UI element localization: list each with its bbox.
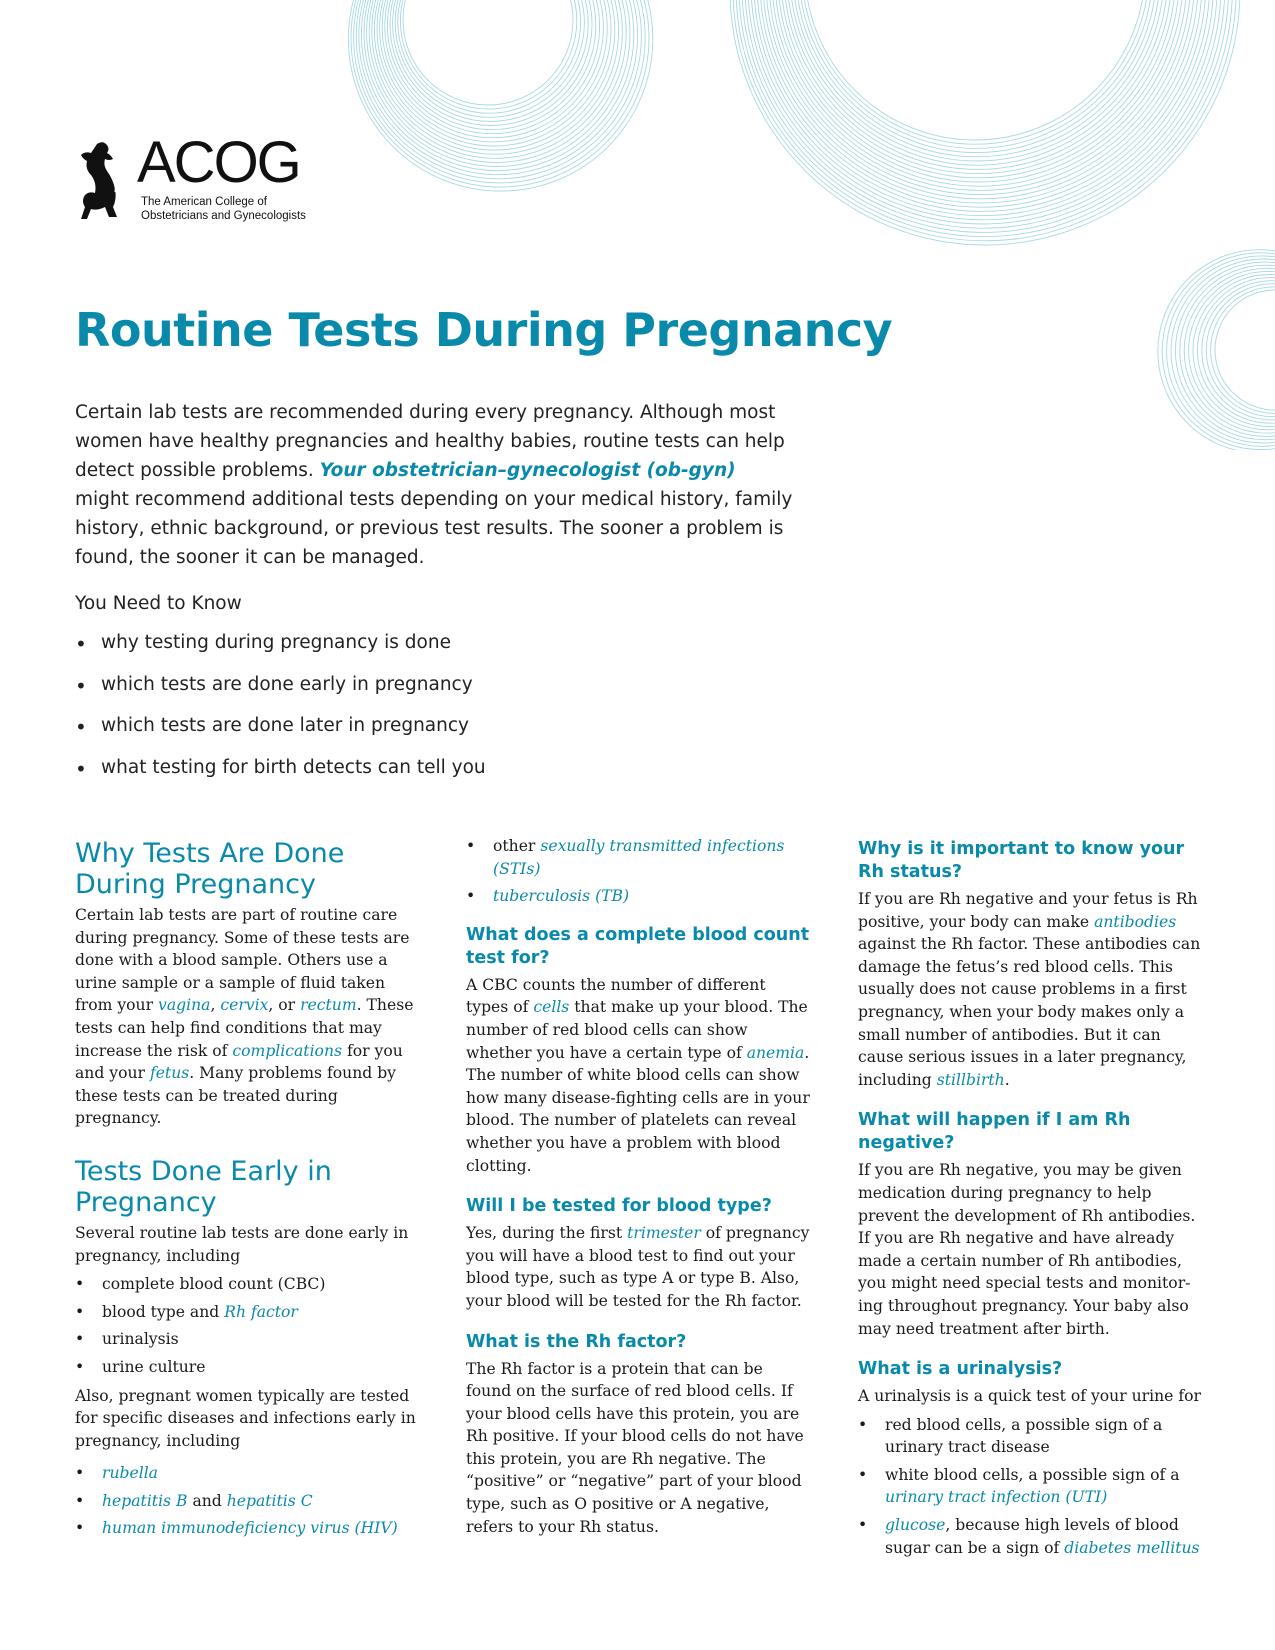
text: Certain lab tests are part of routine care during pregnancy. Some of these tests are done with a blood sample. Others use a urine sample or a sample of fluid taken from your — [75, 906, 410, 1015]
decorative-arc — [790, 0, 1164, 161]
decorative-arc — [754, 0, 1210, 211]
why-tests-paragraph — [75, 904, 420, 1130]
text: , because high levels of blood sugar can be a sign of — [885, 1516, 1179, 1557]
decorative-arc — [356, 0, 641, 179]
decorative-arc — [403, 0, 573, 105]
glossary-link-rh-factor[interactable]: Rh factor — [224, 1302, 298, 1321]
decorative-arc — [1215, 290, 1275, 410]
list-item — [75, 1490, 420, 1513]
why-tests-heading — [75, 838, 420, 900]
list-item: • red blood cells, a possible sign of a urinary tract disease — [858, 1414, 1203, 1459]
intro-text-after: might recommend additional tests depending on your medical history, family history, ethnic background, or previous test results. The sooner a problem is found, the sooner it can be managed. — [75, 489, 793, 568]
decorative-arc — [1184, 268, 1275, 433]
text: . The number of white blood cells can show how many disease-fighting cells are in your blood. The number of platelets can reveal whether you have a problem with blood clotting. — [466, 1043, 810, 1175]
column-1 — [75, 838, 420, 1546]
early-tests-heading — [75, 1156, 420, 1218]
list-item — [466, 885, 811, 908]
text: other — [493, 837, 541, 855]
decorative-arc — [369, 0, 622, 158]
decorative-arc — [781, 0, 1175, 174]
decorative-arc — [367, 0, 627, 162]
decorative-arc — [778, 0, 1179, 178]
page-title: Routine Tests During Pregnancy — [75, 303, 893, 357]
decorative-arc — [1162, 253, 1275, 450]
decorative-arc — [1202, 281, 1275, 420]
rh-negative-heading: What will happen if I am Rh negative? — [858, 1110, 1131, 1154]
list-item: • urinalysis — [75, 1328, 420, 1351]
decorative-arc — [1206, 284, 1275, 417]
glossary-link-glucose[interactable]: glucose — [885, 1516, 946, 1535]
text: , — [210, 996, 221, 1015]
decorative-arc — [742, 0, 1225, 228]
decorative-arc — [775, 0, 1183, 182]
decorative-arc — [393, 0, 589, 121]
text: blood type and — [102, 1302, 225, 1321]
decorative-arc — [385, 0, 600, 134]
decorative-arc — [760, 0, 1202, 203]
decorative-arc — [769, 0, 1191, 190]
need-to-know-label: You Need to Know — [75, 593, 242, 614]
decorative-arc — [380, 0, 608, 142]
heading-line: During Pregnancy — [75, 869, 316, 900]
decorative-arc — [793, 0, 1160, 157]
glossary-link-hiv[interactable]: human immunodeficiency virus (HIV) — [102, 1519, 398, 1538]
text: Yes, during the first — [466, 1224, 628, 1243]
decorative-arc — [354, 0, 646, 183]
decorative-arc — [1189, 271, 1275, 429]
text: A CBC counts the number of different types of — [466, 975, 766, 1017]
list-item — [466, 835, 811, 880]
heading-line: Pregnancy — [75, 1186, 217, 1218]
list-item: • what testing for birth detects can tell you — [75, 757, 486, 799]
text: of pregnancy you will have a blood test to find out your blood type, such as type A or type B. Also, your blood will be tested for the Rh factor. — [466, 1224, 810, 1310]
list-item — [75, 1517, 420, 1540]
decorative-arc — [372, 0, 619, 154]
text: for you and your — [75, 1041, 403, 1083]
glossary-link-fetus[interactable]: fetus — [149, 1064, 190, 1083]
list-item — [75, 1301, 420, 1324]
list-item: • urine culture — [75, 1356, 420, 1379]
decorative-arc — [1158, 250, 1275, 450]
text: . These tests can help find conditions that may increase the risk of — [75, 996, 414, 1060]
blood-type-heading: Will I be tested for blood type? — [466, 1196, 772, 1217]
decorative-arc — [1211, 287, 1275, 413]
decorative-arc — [736, 0, 1232, 237]
glossary-link-stis[interactable]: sexually transmitted infections (STIs) — [493, 837, 785, 878]
ob-gyn-link[interactable]: Your obstetrician–gynecologist (ob-gyn) — [319, 460, 736, 481]
decorative-arc — [364, 0, 630, 167]
list-item: • why testing during pregnancy is done — [75, 632, 486, 674]
glossary-link-hepatitis-c[interactable]: hepatitis C — [226, 1491, 313, 1510]
text: . Many problems found by these tests can be treated during pregnancy. — [75, 1064, 396, 1128]
logo-subtitle-line2: Obstetricians and Gynecologists — [141, 210, 306, 222]
glossary-link-cervix[interactable]: cervix — [220, 996, 269, 1015]
routine-tests-list — [75, 1273, 420, 1378]
glossary-link-complications[interactable]: complications — [232, 1041, 342, 1060]
list-item: • which tests are done early in pregnancy — [75, 674, 486, 716]
decorative-arc — [745, 0, 1221, 224]
rh-status-paragraph — [858, 888, 1203, 1091]
decorative-arc — [772, 0, 1187, 186]
blood-type-paragraph — [466, 1222, 811, 1312]
rh-factor-heading: What is the Rh factor? — [466, 1331, 687, 1352]
logo-wordmark: ACOG — [137, 130, 300, 195]
text: . — [1004, 1070, 1010, 1089]
decorative-arc — [784, 0, 1172, 169]
decorative-arc — [387, 0, 595, 130]
decorative-arc — [390, 0, 592, 126]
decorative-arc — [1197, 278, 1275, 424]
urinalysis-heading: What is a urinalysis? — [858, 1359, 1063, 1380]
disease-tests-list — [75, 1462, 420, 1540]
glossary-link-stillbirth[interactable]: stillbirth — [936, 1070, 1005, 1089]
decorative-arc — [348, 0, 652, 191]
glossary-link-anemia[interactable]: anemia — [746, 1043, 805, 1062]
decorative-arc — [730, 0, 1240, 245]
text: , or — [268, 996, 301, 1015]
glossary-link-diabetes-mellitus[interactable]: diabetes mellitus — [1064, 1538, 1200, 1557]
rh-factor-paragraph: The Rh factor is a protein that can be found on the surface of red blood cells. If your blood cells have this protein, you are Rh positive. If your blood cells do not have this protein, you are Rh negative. The “positive” or “negative” part of your blood type, such as O positive or A negative, refers to your Rh status. — [466, 1359, 804, 1536]
decorative-arc — [1180, 265, 1275, 436]
urinalysis-list — [858, 1414, 1203, 1560]
column-2 — [466, 835, 811, 1538]
decorative-arc — [374, 0, 614, 150]
rh-negative-paragraph: If you are Rh negative, you may be given medication during pregnancy to help prevent the development of Rh antibodies. If you are Rh negative and have already made a certain number of Rh antibodies, you might need special tests and monitoring throughout pregnancy. Your baby also may need treatment after birth. — [858, 1161, 1196, 1338]
urinalysis-intro: A urinalysis is a quick test of your urine for — [858, 1387, 1201, 1406]
decorative-arc — [1167, 256, 1275, 446]
decorative-arc — [377, 0, 611, 146]
list-item — [858, 1514, 1203, 1559]
decorative-arc — [382, 0, 603, 138]
decorative-arc — [751, 0, 1213, 216]
column-3 — [858, 838, 1203, 1565]
decorative-arc — [1175, 262, 1275, 440]
glossary-link-rectum[interactable]: rectum — [300, 996, 357, 1015]
glossary-link-trimester[interactable]: trimester — [627, 1224, 701, 1243]
glossary-link-uti[interactable]: urinary tract infection (UTI) — [885, 1488, 1108, 1507]
cbc-paragraph — [466, 974, 811, 1177]
decorative-arc — [805, 0, 1145, 140]
text: If you are Rh negative and your fetus is Rh positive, your body can make — [858, 890, 1198, 931]
rh-status-heading: Why is it important to know your Rh status? — [858, 839, 1185, 882]
heading-line: Why Tests Are Done — [75, 838, 345, 869]
logo-subtitle-line1: The American College of — [141, 196, 267, 208]
decorative-arc — [398, 0, 581, 113]
decorative-arc — [766, 0, 1194, 195]
decorative-arc — [739, 0, 1229, 232]
decorative-arc — [1193, 275, 1275, 427]
decorative-arc — [351, 0, 649, 187]
heading-line: Tests Done Early in — [75, 1155, 332, 1187]
glossary-link-cells[interactable]: cells — [533, 998, 570, 1017]
disease-tests-list-continued — [466, 835, 811, 908]
decorative-arc — [361, 0, 633, 171]
decorative-arc — [787, 0, 1168, 165]
decorative-arc — [799, 0, 1153, 148]
decorative-arc — [395, 0, 584, 117]
list-item — [75, 1462, 420, 1485]
decorative-arc — [763, 0, 1198, 199]
glossary-link-hepatitis-b[interactable]: hepatitis B — [102, 1491, 188, 1510]
mother-child-figure-icon — [75, 140, 133, 220]
logo-subtitle — [141, 195, 306, 223]
decorative-arc — [400, 0, 576, 109]
decorative-arc — [802, 0, 1149, 144]
text: white blood cells, a possible sign of a — [885, 1465, 1180, 1484]
decorative-arc — [757, 0, 1206, 207]
decorative-arc — [733, 0, 1236, 241]
need-to-know-list — [75, 632, 486, 798]
decorative-arc — [359, 0, 638, 175]
early-tests-intro: Several routine lab tests are done early in pregnancy, including — [75, 1223, 409, 1265]
glossary-link-antibodies[interactable]: antibodies — [1094, 912, 1177, 931]
decorative-arc — [1171, 259, 1275, 443]
text: that make up your blood. The number of red blood cells can show whether you have a certain type of — [466, 998, 808, 1062]
glossary-link-tuberculosis[interactable]: tuberculosis (TB) — [493, 887, 630, 906]
decorative-arc — [796, 0, 1156, 153]
glossary-link-vagina[interactable]: vagina — [158, 996, 211, 1015]
text: against the Rh factor. These antibodies can damage the fetus’s red blood cells. This usually does not cause problems in a first pregnancy, when your body makes only a small number of antibodies. But it can cause serious issues in a later pregnancy, including — [858, 935, 1201, 1089]
intro-text-before: Certain lab tests are recommended during every pregnancy. Although most women have healthy pregnancies and healthy babies, routine tests can help detect possible problems. — [75, 402, 785, 481]
early-tests-also: Also, pregnant women typically are tested for specific diseases and infections early in pregnancy, including — [75, 1386, 416, 1450]
list-item: • which tests are done later in pregnancy — [75, 715, 486, 757]
cbc-heading: What does a complete blood count test for? — [466, 924, 810, 968]
text: and — [187, 1491, 227, 1510]
decorative-arc — [748, 0, 1217, 220]
acog-logo — [75, 130, 325, 235]
list-item — [858, 1464, 1203, 1509]
glossary-link-rubella[interactable]: rubella — [102, 1464, 158, 1483]
list-item: • complete blood count (CBC) — [75, 1273, 420, 1296]
intro-paragraph — [75, 398, 795, 572]
